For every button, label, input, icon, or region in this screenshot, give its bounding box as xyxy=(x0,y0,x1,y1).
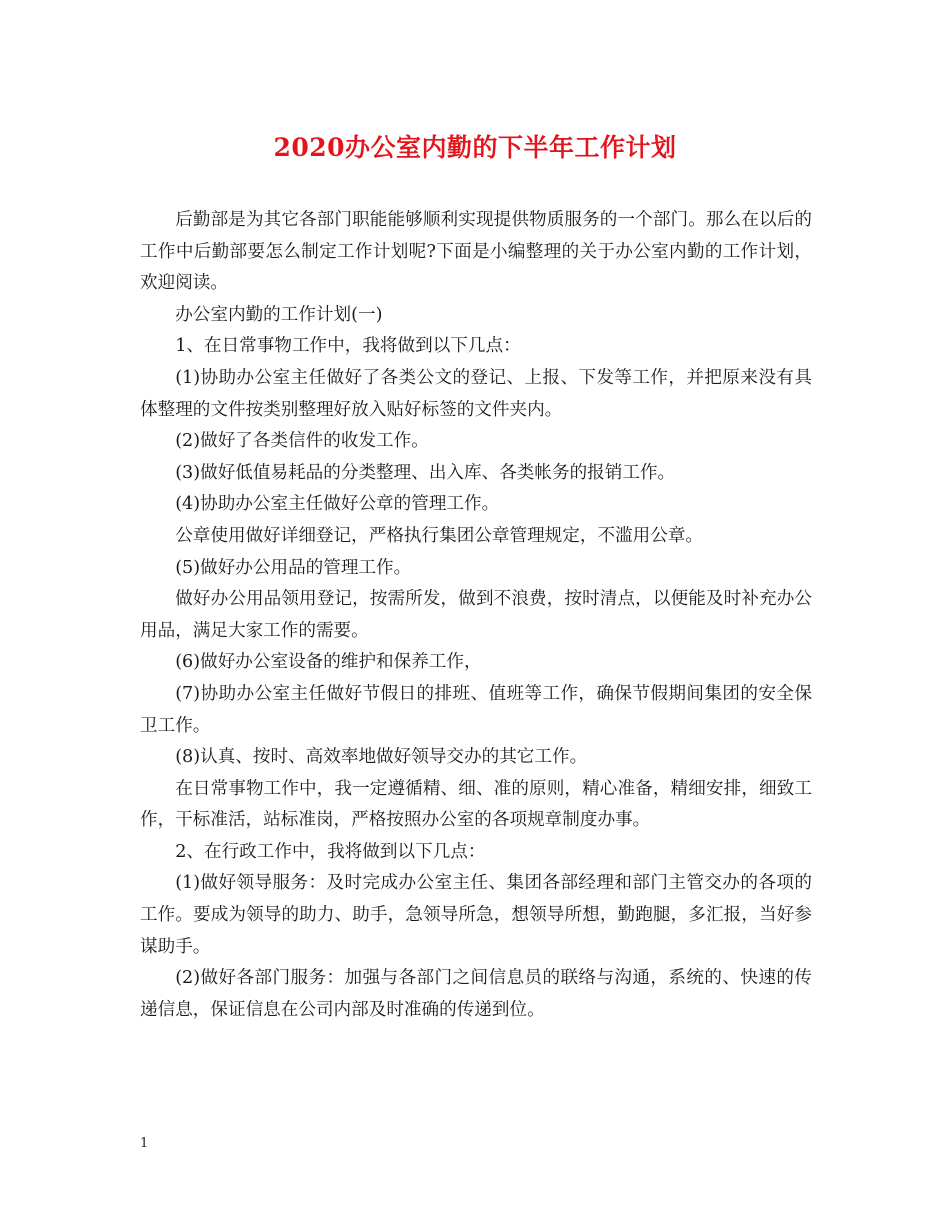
paragraph-item: (2)做好各部门服务：加强与各部门之间信息员的联络与沟通，系统的、快速的传递信息，保证信息在公司内部及时准确的传递到位。 xyxy=(140,968,812,1020)
paragraph-item: (1)做好领导服务：及时完成办公室主任、集团各部经理和部门主管交办的各项的工作。要成为领导的助力、助手，急领导所急，想领导所想，勤跑腿，多汇报，当好参谋助手。 xyxy=(140,873,812,957)
paragraph-item: 公章使用做好详细登记，严格执行集团公章管理规定，不滥用公章。 xyxy=(175,525,704,546)
paragraph-item: (2)做好了各类信件的收发工作。 xyxy=(175,431,429,452)
paragraph-item: (6)做好办公室设备的维护和保养工作， xyxy=(175,652,482,673)
paragraph-item: (4)协助办公室主任做好公章的管理工作。 xyxy=(175,494,500,515)
paragraph-item: 在日常事物工作中，我一定遵循精、细、准的原则，精心准备，精细安排，细致工作，干标准活，站标准岗，严格按照办公室的各项规章制度办事。 xyxy=(140,778,812,831)
paragraph-item: (7)协助办公室主任做好节假日的排班、值班等工作，确保节假期间集团的安全保卫工作。 xyxy=(140,683,812,736)
paragraph-intro: 后勤部是为其它各部门职能能够顺利实现提供物质服务的一个部门。那么在以后的工作中后勤部要怎么制定工作计划呢?下面是小编整理的关于办公室内勤的工作计划，欢迎阅读。 xyxy=(140,210,812,294)
page-number: 1 xyxy=(140,1136,149,1151)
paragraph-item: (5)做好办公用品的管理工作。 xyxy=(175,557,412,578)
paragraph-item-2-heading: 2、在行政工作中，我将做到以下几点： xyxy=(175,841,486,862)
paragraph-section-heading: 办公室内勤的工作计划(一) xyxy=(175,304,383,325)
paragraph-item: (8)认真、按时、高效率地做好领导交办的其它工作。 xyxy=(175,747,588,768)
paragraph-item: (1)协助办公室主任做好了各类公文的登记、上报、下发等工作，并把原来没有具体整理的文件按类别整理好放入贴好标签的文件夹内。 xyxy=(140,367,812,420)
paragraph-item-1-heading: 1、在日常事物工作中，我将做到以下几点： xyxy=(175,336,521,357)
paragraph-item: 做好办公用品领用登记，按需所发，做到不浪费，按时清点，以便能及时补充办公用品，满足大家工作的需要。 xyxy=(140,589,812,641)
paragraph-item: (3)做好低值易耗品的分类整理、出入库、各类帐务的报销工作。 xyxy=(175,462,676,483)
document-title: 2020办公室内勤的下半年工作计划 xyxy=(273,133,677,162)
document-body xyxy=(140,205,812,1026)
